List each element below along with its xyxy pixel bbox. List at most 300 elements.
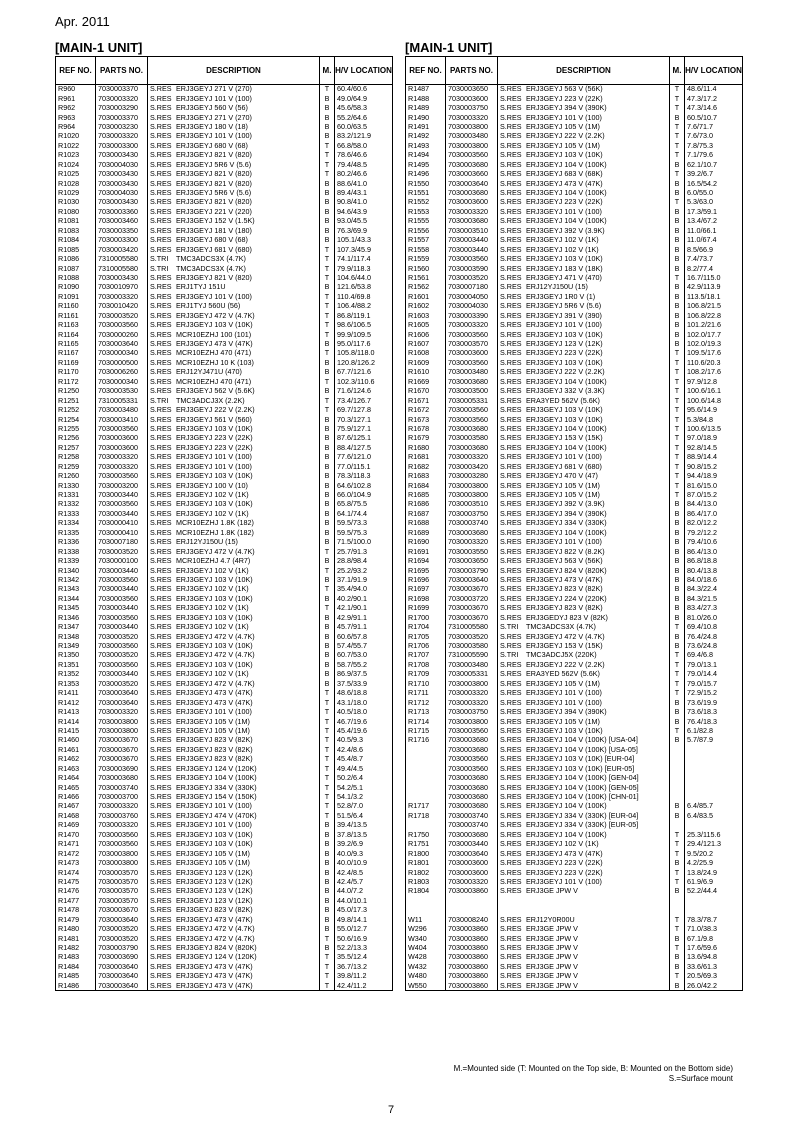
part-type: S.RES	[150, 735, 172, 745]
part-type: S.RES	[150, 981, 172, 990]
part-spec: ERJ3GEYJ 222 V (2.2K)	[526, 367, 605, 377]
ref-no: R962	[56, 103, 96, 112]
part-type: S.RES	[500, 150, 522, 160]
hv-location: 95.0/117.6	[335, 339, 393, 348]
ref-no: R1560	[406, 264, 446, 273]
mount-side: T	[320, 320, 335, 329]
parts-no: 7030000100	[96, 556, 148, 565]
part-type: S.RES	[500, 679, 522, 688]
part-type: S.RES	[500, 933, 522, 943]
table-row	[406, 490, 743, 499]
description	[498, 877, 670, 886]
ref-no: R1353	[56, 679, 96, 688]
hv-location: 102.3/110.6	[335, 377, 393, 386]
table-row	[406, 783, 743, 792]
ref-no: R1673	[406, 415, 446, 424]
mount-side: B	[320, 462, 335, 471]
table-row	[406, 622, 743, 631]
table-row	[406, 547, 743, 556]
part-spec: ERA3YED 562V (5.6K)	[526, 395, 600, 405]
parts-no: 7030003590	[446, 264, 498, 273]
hv-location: 100.6/14.8	[685, 396, 743, 405]
part-type: S.RES	[150, 84, 172, 94]
parts-no: 7030003600	[96, 434, 148, 443]
hv-location: 66.0/104.9	[335, 490, 393, 499]
part-spec: ERJ3GEYJ 102 V (1K)	[176, 603, 249, 613]
table-row	[56, 972, 393, 981]
part-spec: ERJ3GEYJ 103 V (10K)	[176, 641, 253, 651]
parts-no: 7030003800	[96, 858, 148, 867]
parts-no: 7030003790	[446, 566, 498, 575]
part-spec: ERJ3GEYJ 561 V (560)	[176, 414, 252, 424]
part-type: S.RES	[500, 386, 522, 396]
ref-no: R1086	[56, 254, 96, 263]
description	[498, 604, 670, 613]
table-row	[406, 726, 743, 735]
ref-no: R1696	[406, 575, 446, 584]
part-type: S.RES	[150, 112, 172, 122]
table-row	[406, 358, 743, 367]
mount-side	[670, 764, 685, 773]
mount-side: B	[320, 679, 335, 688]
parts-no: 7030003560	[96, 500, 148, 509]
table-row	[56, 358, 393, 367]
description	[498, 641, 670, 650]
part-type: S.RES	[500, 480, 522, 490]
parts-no: 7030003320	[96, 821, 148, 830]
hv-location: 6.4/85.7	[685, 802, 743, 811]
mount-side: T	[320, 953, 335, 962]
table-row	[406, 387, 743, 396]
description	[498, 320, 670, 329]
surface-mount-note: S.=Surface mount	[668, 1074, 733, 1083]
table-row	[56, 528, 393, 537]
mount-side: B	[320, 198, 335, 207]
ref-no: R1708	[406, 660, 446, 669]
part-type: S.RES	[150, 754, 172, 764]
description	[148, 254, 320, 263]
ref-no: R1345	[56, 604, 96, 613]
table-row	[406, 311, 743, 320]
description	[148, 915, 320, 924]
hv-location: 78.3/78.7	[685, 915, 743, 924]
description	[148, 849, 320, 858]
hv-location: 54.2/5.1	[335, 783, 393, 792]
description	[148, 462, 320, 471]
table-row	[406, 462, 743, 471]
mount-side: T	[670, 915, 685, 924]
part-type: S.RES	[500, 764, 522, 773]
description	[498, 151, 670, 160]
hv-location: 11.0/66.1	[685, 226, 743, 235]
hv-location: 47.3/14.6	[685, 103, 743, 112]
table-row	[406, 604, 743, 613]
ref-no: R1470	[56, 830, 96, 839]
part-type: S.RES	[500, 414, 522, 424]
description	[148, 471, 320, 480]
part-type: S.RES	[150, 782, 172, 792]
part-spec: TMC3ADCJ3X (2.2K)	[176, 395, 245, 405]
parts-no: 7030003680	[446, 745, 498, 754]
ref-no: R1711	[406, 689, 446, 698]
ref-no: R1552	[406, 198, 446, 207]
description	[498, 811, 670, 820]
hv-location: 121.6/53.8	[335, 283, 393, 292]
parts-no: 7030007180	[446, 283, 498, 292]
part-spec: ERJ12Y0R00U	[526, 915, 575, 924]
ref-no: R1751	[406, 840, 446, 849]
part-spec: ERJ3GEYJ 223 V (22K)	[526, 93, 603, 103]
hv-location: 40.5/9.3	[335, 736, 393, 745]
mount-side: T	[320, 981, 335, 990]
hv-location: 60.4/60.6	[335, 85, 393, 94]
parts-no: 7030003800	[446, 481, 498, 490]
ref-no	[406, 764, 446, 773]
part-type: S.RES	[150, 452, 172, 462]
parts-no: 7030003690	[96, 764, 148, 773]
part-spec: ERJ3GEYJ 821 V (820)	[176, 169, 252, 179]
description	[498, 585, 670, 594]
part-spec: ERJ3GEYJ 102 V (1K)	[176, 622, 249, 632]
mount-side: B	[320, 509, 335, 518]
part-spec: ERJ3GEYJ 103 V (10K)	[176, 471, 253, 481]
part-type: S.RES	[150, 216, 172, 226]
part-type: S.RES	[150, 433, 172, 443]
ref-no: R1713	[406, 707, 446, 716]
ref-no: W432	[406, 962, 446, 971]
part-spec: ERJ3GE JPW V	[526, 952, 578, 962]
part-type: S.RES	[500, 84, 522, 94]
mount-side: B	[320, 358, 335, 367]
hv-location: 105.8/118.0	[335, 349, 393, 358]
part-spec: ERJ3GEYJ 391 V (390)	[526, 311, 602, 320]
part-type: S.RES	[150, 660, 172, 669]
part-spec: ERJ3GEYJ 152 V (1.5K)	[176, 216, 255, 226]
part-type: S.RES	[500, 707, 522, 717]
parts-no: 7030003860	[446, 943, 498, 952]
part-type: S.RES	[150, 424, 172, 433]
part-spec: ERJ3GEYJ 103 V (10K)	[176, 660, 253, 669]
part-type: S.RES	[150, 952, 172, 962]
part-spec: MCR10EZHJ 1.8K (182)	[176, 518, 254, 528]
table-row	[406, 896, 743, 905]
ref-no: R1684	[406, 481, 446, 490]
parts-no: 7030003560	[96, 320, 148, 329]
ref-no: R1473	[56, 858, 96, 867]
part-type: S.RES	[150, 150, 172, 160]
hv-location: 86.9/37.5	[335, 670, 393, 679]
table-row	[406, 641, 743, 650]
hv-location: 5.3/63.0	[685, 198, 743, 207]
part-spec: ERJ3GEYJ 124 V (120K)	[176, 764, 257, 773]
part-type: S.RES	[500, 112, 522, 122]
ref-no: R1477	[56, 896, 96, 905]
table-row	[406, 887, 743, 896]
parts-no: 7030003690	[96, 953, 148, 962]
description	[148, 141, 320, 150]
hv-location: 73.6/24.8	[685, 641, 743, 650]
table-row	[406, 585, 743, 594]
hv-location: 69.4/10.8	[685, 622, 743, 631]
parts-no: 7030003480	[446, 132, 498, 141]
description	[148, 424, 320, 433]
ref-no: R1465	[56, 783, 96, 792]
part-type: S.RES	[500, 509, 522, 518]
description	[498, 217, 670, 226]
hv-location: 55.2/64.6	[335, 113, 393, 122]
part-type: S.RES	[150, 386, 172, 396]
mount-side	[670, 783, 685, 792]
mount-side: B	[670, 575, 685, 584]
hv-location: 108.2/17.6	[685, 368, 743, 377]
table-row	[406, 594, 743, 603]
description	[148, 528, 320, 537]
mount-side: B	[320, 915, 335, 924]
part-spec: ERJ3GEYJ 221 V (220)	[176, 207, 252, 216]
table-row	[406, 745, 743, 754]
description	[498, 840, 670, 849]
hv-location: 8.2/77.4	[685, 264, 743, 273]
hv-location: 13.6/94.8	[685, 953, 743, 962]
mount-side: B	[670, 179, 685, 188]
part-type: S.RES	[500, 613, 522, 622]
description	[498, 981, 670, 990]
ref-no: R1689	[406, 528, 446, 537]
parts-no: 7030003320	[96, 94, 148, 103]
hv-location: 59.5/75.3	[335, 528, 393, 537]
part-spec: ERJ3GEYJ 103 V (10K) [EUR-05]	[526, 764, 635, 773]
mount-side: B	[670, 519, 685, 528]
table-row	[56, 151, 393, 160]
parts-no: 7030003670	[446, 604, 498, 613]
parts-no: 7030003350	[96, 226, 148, 235]
part-type: S.RES	[150, 329, 172, 339]
ref-no: R1491	[406, 122, 446, 131]
ref-no: R1609	[406, 358, 446, 367]
hv-location: 74.1/117.4	[335, 254, 393, 263]
ref-no: R1332	[56, 500, 96, 509]
part-type: S.RES	[150, 282, 172, 292]
mount-side: B	[670, 698, 685, 707]
part-spec: ERJ3GEYJ 104 V (100K)	[526, 443, 607, 452]
mount-side: T	[670, 415, 685, 424]
hv-location: 42.4/8.6	[335, 745, 393, 754]
parts-no: 7030010970	[96, 283, 148, 292]
parts-no: 7030004050	[446, 292, 498, 301]
parts-no: 7030003680	[446, 528, 498, 537]
hv-location: 35.4/94.0	[335, 585, 393, 594]
col-hv-location: H/V LOCATION	[335, 57, 393, 85]
hv-location: 5.3/84.8	[685, 415, 743, 424]
part-type: S.RES	[500, 792, 522, 802]
part-spec: ERJ3GEYJ 472 V (4.7K)	[176, 924, 255, 934]
ref-no: R1164	[56, 330, 96, 339]
ref-no: R1165	[56, 339, 96, 348]
description	[498, 566, 670, 575]
part-spec: ERJ3GEYJ 5R6 V (5.6)	[176, 160, 252, 169]
table-row	[56, 868, 393, 877]
table-row	[56, 519, 393, 528]
description	[498, 792, 670, 801]
parts-no: 7030005331	[446, 396, 498, 405]
description	[498, 113, 670, 122]
ref-no	[406, 896, 446, 905]
parts-no: 7030003420	[446, 462, 498, 471]
hv-location: 71.5/100.0	[335, 538, 393, 547]
part-spec: TMC3ADCS3X (4.7K)	[526, 622, 596, 632]
table-row	[56, 311, 393, 320]
hv-location: 50.2/6.4	[335, 773, 393, 782]
table-row	[56, 141, 393, 150]
part-spec: ERJ3GEYJ 823 V (82K)	[176, 754, 253, 764]
ref-no: R1608	[406, 349, 446, 358]
ref-no: R1028	[56, 179, 96, 188]
table-row	[56, 226, 393, 235]
ref-no: R1023	[56, 151, 96, 160]
ref-no: R1601	[406, 292, 446, 301]
part-spec: ERJ3GE JPW V	[526, 933, 578, 943]
hv-location: 60.7/53.0	[335, 651, 393, 660]
mount-side: B	[320, 103, 335, 112]
mount-side: B	[320, 339, 335, 348]
parts-no: 7030003680	[446, 783, 498, 792]
ref-no: R1685	[406, 490, 446, 499]
mount-side: T	[320, 811, 335, 820]
part-type: S.RES	[500, 320, 522, 330]
parts-no: 7030003320	[446, 453, 498, 462]
mount-side: B	[320, 924, 335, 933]
table-row	[406, 802, 743, 811]
ref-no: W296	[406, 924, 446, 933]
mount-side: B	[320, 424, 335, 433]
part-spec: ERJ3GEYJ 104 V (100K) [USA-05]	[526, 745, 638, 754]
description	[148, 264, 320, 273]
ref-no: R1335	[56, 528, 96, 537]
ref-no: R1717	[406, 802, 446, 811]
table-row	[56, 236, 393, 245]
table-row	[56, 490, 393, 499]
table-row	[406, 821, 743, 830]
table-row	[56, 471, 393, 480]
table-row	[406, 405, 743, 414]
table-row	[56, 122, 393, 131]
table-row	[56, 94, 393, 103]
ref-no: R1679	[406, 434, 446, 443]
table-row	[406, 736, 743, 745]
part-type: S.RES	[500, 820, 522, 830]
table-row	[406, 538, 743, 547]
mount-side: T	[670, 840, 685, 849]
part-spec: ERJ3GEYJ 123 V (12K)	[176, 886, 253, 896]
table-row	[406, 651, 743, 660]
hv-location: 79.0/13.1	[685, 660, 743, 669]
ref-no: R1715	[406, 726, 446, 735]
part-type: S.RES	[150, 556, 172, 566]
description	[148, 585, 320, 594]
hv-location: 88.4/127.5	[335, 443, 393, 452]
parts-no: 7030003680	[446, 160, 498, 169]
hv-location: 17.3/59.1	[685, 207, 743, 216]
table-row	[406, 764, 743, 773]
mount-side: B	[670, 311, 685, 320]
part-spec: ERJ3GEDYJ 823 V (82K)	[526, 613, 608, 622]
hv-location: 49.4/4.5	[335, 764, 393, 773]
ref-no: W480	[406, 972, 446, 981]
part-spec: ERJ3GEYJ 563 V (56K)	[526, 556, 603, 566]
hv-location: 86.8/18.8	[685, 556, 743, 565]
hv-location: 77.6/121.0	[335, 453, 393, 462]
table-row	[56, 943, 393, 952]
table-row	[406, 339, 743, 348]
mount-side: T	[670, 726, 685, 735]
ref-no: R1257	[56, 443, 96, 452]
ref-no: R1336	[56, 538, 96, 547]
parts-no: 7030003520	[96, 651, 148, 660]
ref-no: R1481	[56, 934, 96, 943]
parts-no: 7030003500	[446, 387, 498, 396]
mount-side: B	[320, 641, 335, 650]
table-row	[56, 462, 393, 471]
part-spec: ERJ3GEYJ 102 V (1K)	[526, 839, 599, 849]
part-spec: ERJ3GEYJ 103 V (10K) [EUR-04]	[526, 754, 635, 764]
table-row	[406, 103, 743, 112]
parts-no: 7030003800	[96, 726, 148, 735]
parts-no: 7030003440	[96, 509, 148, 518]
description	[148, 830, 320, 839]
description	[498, 245, 670, 254]
hv-location: 70.3/127.1	[335, 415, 393, 424]
mount-side	[670, 906, 685, 915]
part-spec: ERJ3GEYJ 473 V (47K)	[526, 178, 603, 188]
mount-side	[670, 896, 685, 905]
hv-location: 66.8/58.0	[335, 141, 393, 150]
table-row	[56, 849, 393, 858]
mount-side: B	[320, 840, 335, 849]
part-spec: ERJ3GEYJ 105 V (1M)	[176, 716, 250, 726]
part-type: S.RES	[500, 848, 522, 858]
part-spec: ERJ3GEYJ 821 V (820)	[176, 178, 252, 188]
table-row	[406, 689, 743, 698]
parts-no: 7030003670	[96, 755, 148, 764]
part-spec: ERJ3GEYJ 101 V (100)	[526, 320, 602, 330]
mount-side: T	[320, 736, 335, 745]
part-spec: MCR10EZHJ 100 (101)	[176, 329, 252, 339]
ref-no: R1710	[406, 679, 446, 688]
part-type: S.RES	[500, 93, 522, 103]
ref-no: R1172	[56, 377, 96, 386]
description	[498, 169, 670, 178]
hv-location: 105.1/43.3	[335, 236, 393, 245]
col-description: DESCRIPTION	[148, 57, 320, 85]
mount-side: B	[670, 604, 685, 613]
part-spec: ERJ3GEYJ 102 V (1K)	[176, 490, 249, 500]
part-spec: MCR10EZHJ 470 (471)	[176, 348, 252, 358]
description	[148, 887, 320, 896]
ref-no: R1343	[56, 585, 96, 594]
ref-no: R1680	[406, 443, 446, 452]
description	[498, 500, 670, 509]
table-row	[56, 339, 393, 348]
ref-no: R1683	[406, 471, 446, 480]
description	[148, 377, 320, 386]
description	[498, 226, 670, 235]
part-type: S.RES	[150, 896, 172, 905]
description	[498, 651, 670, 660]
table-row	[406, 632, 743, 641]
unit-title-left: [MAIN-1 UNIT]	[55, 40, 143, 55]
parts-no: 7030003560	[96, 594, 148, 603]
mount-side: T	[670, 660, 685, 669]
